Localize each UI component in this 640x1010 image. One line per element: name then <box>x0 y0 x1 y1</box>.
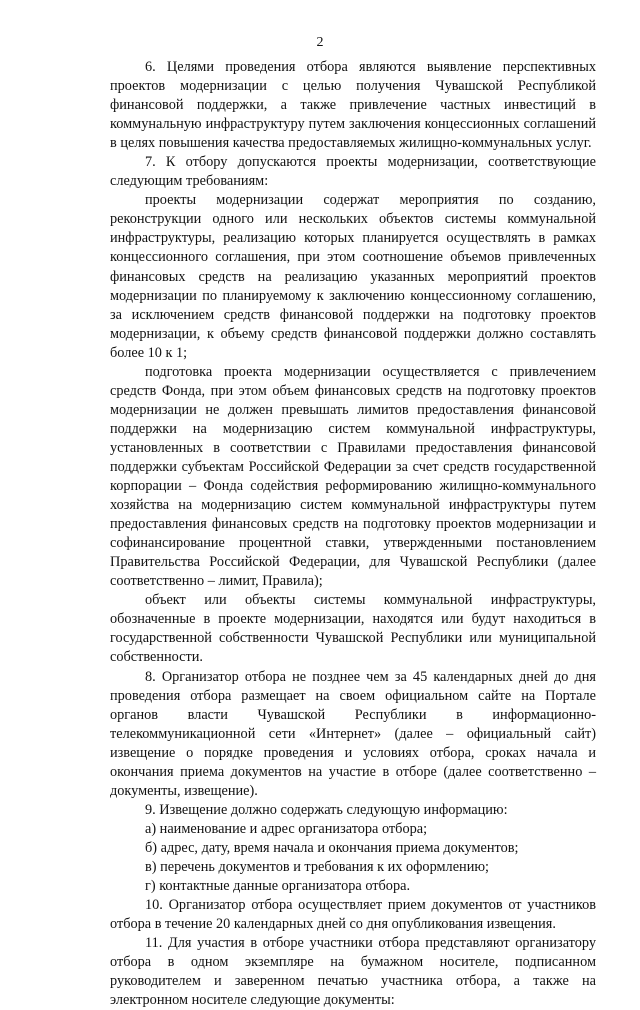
paragraph-7: 7. К отбору допускаются проекты модернизации, соответствующие следующим требованиям: <box>110 154 596 190</box>
list-item-g: г) контактные данные организатора отбора. <box>145 878 411 895</box>
requirement-ownership: объект или объекты системы коммунальной инфраструктуры, обозначенные в проекте модернизации, находятся или будут находиться в государственной собственности Чувашской Республики или муниципальной собственности. <box>110 592 596 666</box>
paragraph-9: 9. Извещение должно содержать следующую информацию: <box>145 801 508 818</box>
page-number: 2 <box>316 35 324 50</box>
list-item-v: в) перечень документов и требования к их оформлению; <box>145 858 489 875</box>
requirement-modernization-content: проекты модернизации содержат мероприятия по созданию, реконструкции одного или нескольких объектов системы коммунальной инфраструктуры, реализацию которых планируется осуществлять в рамках концессионного соглашения, при этом соотношение объемов привлеченных финансовых средств на реализацию указанных мероприятий проектов модернизации по планируемому к заключению концессионному соглашению, за исключением средств финансовой поддержки на подготовку проектов модернизации, к объему средств финансовой поддержки должно составлять более 10 к 1; <box>110 192 596 361</box>
list-item-b: б) адрес, дату, время начала и окончания приема документов; <box>145 839 519 856</box>
requirement-fund-financing: подготовка проекта модернизации осуществляется с привлечением средств Фонда, при этом объем финансовых средств на подготовку проектов модернизации не должен превышать лимитов предоставления финансовой поддержки на модернизацию систем коммунальной инфраструктуры, установленных в соответствии с Правилами предоставления финансовой поддержки субъектам Российской Федерации за счет средств государственной корпорации – Фонда содействия реформированию жилищно-коммунального хозяйства на модернизацию систем коммунальной инфраструктуры путем предоставления финансовых средств на подготовку проектов модернизации и софинансирование процентной ставки, утвержденными постановлением Правительства Российской Федерации, для Чувашской Республики (далее соответственно – лимит, Правила); <box>110 363 596 590</box>
paragraph-8: 8. Организатор отбора не позднее чем за 45 календарных дней до дня проведения отбора размещает на своем официальном сайте на Портале органов власти Чувашской Республики в информационно-телекоммуникационной сети «Интернет» (далее – официальный сайт) извещение о порядке проведения и условиях отбора, сроках начала и окончания приема документов на участие в отборе (далее соответственно – документы, извещение). <box>110 668 596 799</box>
document-body <box>110 58 596 1010</box>
list-item-a: а) наименование и адрес организатора отбора; <box>145 820 428 837</box>
paragraph-6: 6. Целями проведения отбора являются выявление перспективных проектов модернизации с целью получения Чувашской Республикой финансовой поддержки, а также привлечение частных инвестиций в коммунальную инфраструктуру путем заключения концессионных соглашений в целях повышения качества предоставляемых жилищно-коммунальных услуг. <box>110 59 596 152</box>
paragraph-10: 10. Организатор отбора осуществляет прием документов от участников отбора в течение 20 календарных дней со дня опубликования извещения. <box>110 897 596 933</box>
paragraph-11: 11. Для участия в отборе участники отбора представляют организатору отбора в одном экземпляре на бумажном носителе, подписанном руководителем и заверенном печатью участника отбора, а также на электронном носителе следующие документы: <box>110 935 596 1009</box>
